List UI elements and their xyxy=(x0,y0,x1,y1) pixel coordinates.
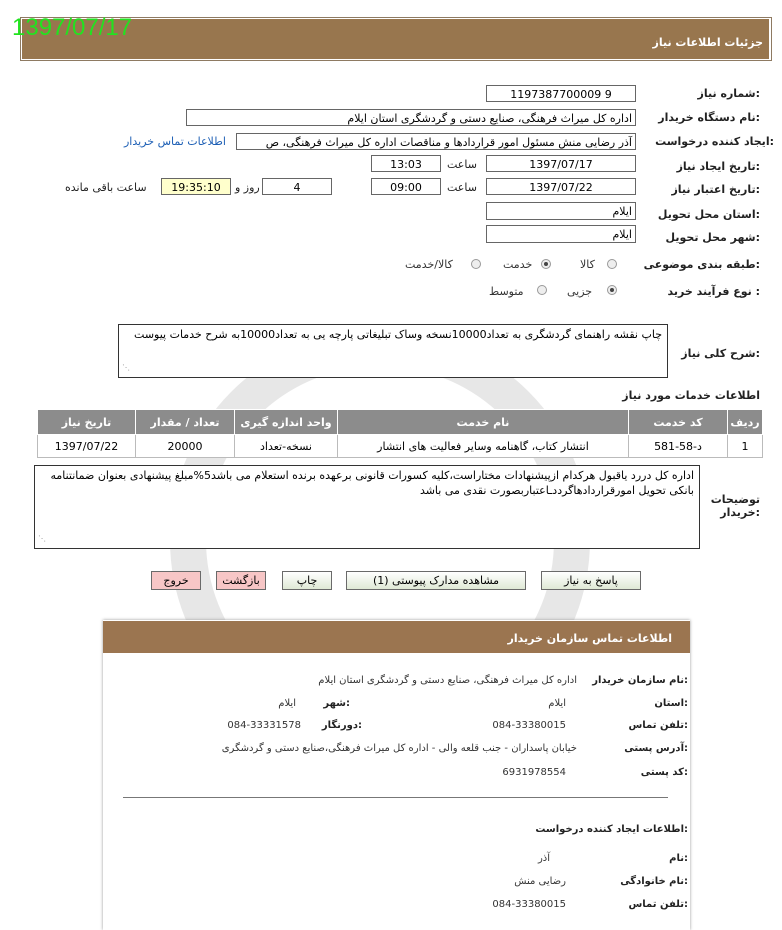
buyer-contact-link[interactable]: اطلاعات تماس خریدار xyxy=(124,135,226,148)
print-button[interactable]: چاپ xyxy=(282,571,332,590)
col-date: تاریخ نیاز xyxy=(38,410,136,435)
creator-name-label: نام: xyxy=(669,853,688,864)
buyer-notes-textarea[interactable] xyxy=(34,465,700,549)
validity-time-label: ساعت xyxy=(447,181,477,194)
created-date-label: تاریخ ایجاد نیاز: xyxy=(676,160,760,173)
created-date-field[interactable]: 1397/07/17 xyxy=(486,155,636,172)
purchase-radio-minor[interactable] xyxy=(607,285,617,295)
col-qty: تعداد / مقدار xyxy=(136,410,235,435)
creator-section-title: اطلاعات ایجاد کننده درخواست: xyxy=(535,824,688,835)
validity-date-label: تاریخ اعتبار نیاز: xyxy=(671,183,760,196)
buyer-org-label: نام دستگاه خریدار: xyxy=(658,111,760,124)
address-card-value: خیابان پاسداران - جنب قلعه والی - اداره کل میراث فرهنگی،صنایع دستی و گردشگری xyxy=(221,743,577,754)
col-name: نام خدمت xyxy=(338,410,629,435)
category-option-service: خدمت xyxy=(503,258,533,271)
page-title: جزئیات اطلاعات نیاز xyxy=(652,36,763,49)
services-title: اطلاعات خدمات مورد نیاز xyxy=(622,389,760,402)
cell-code: د-58-581 xyxy=(629,435,728,458)
stamp-date: 1397/07/17 xyxy=(12,14,133,41)
creator-name-value: آذر xyxy=(537,853,550,864)
creator-phone-value: 084-33380015 xyxy=(492,899,566,910)
purchase-option-medium: متوسط xyxy=(489,285,524,298)
purchase-type-label: نوع فرآیند خرید : xyxy=(667,285,760,298)
address-card-label: آدرس پستی: xyxy=(624,743,688,754)
cell-qty: 20000 xyxy=(136,435,235,458)
days-label: روز و xyxy=(235,181,260,194)
creator-family-label: نام خانوادگی: xyxy=(620,876,688,887)
col-row: ردیف xyxy=(728,410,763,435)
category-label: طبقه بندی موضوعی: xyxy=(643,258,760,271)
validity-date-field[interactable]: 1397/07/22 xyxy=(486,178,636,195)
contact-card-title: اطلاعات تماس سازمان خریدار xyxy=(507,632,672,645)
back-button[interactable]: بازگشت xyxy=(216,571,266,590)
province-field[interactable]: ایلام xyxy=(486,202,636,220)
created-time-field[interactable]: 13:03 xyxy=(371,155,441,172)
attachments-button[interactable]: مشاهده مدارک پیوستی (1) xyxy=(346,571,526,590)
fax-card-value: 084-33331578 xyxy=(227,720,301,731)
buyer-notes-label: توضیحات خریدار: xyxy=(710,493,760,519)
col-code: کد خدمت xyxy=(629,410,728,435)
category-option-both: کالا/خدمت xyxy=(405,258,453,271)
respond-button[interactable]: پاسخ به نیاز xyxy=(541,571,641,590)
cell-row: 1 xyxy=(728,435,763,458)
city-card-value: ایلام xyxy=(278,698,296,709)
city-label: شهر محل تحویل: xyxy=(665,231,760,244)
summary-textarea[interactable] xyxy=(118,324,668,378)
org-name-label: نام سازمان خریدار: xyxy=(592,675,688,686)
creator-family-value: رضایی منش xyxy=(514,876,566,887)
category-radio-both[interactable] xyxy=(471,259,481,269)
validity-time-field[interactable]: 09:00 xyxy=(371,178,441,195)
days-field[interactable]: 4 xyxy=(262,178,332,195)
need-number-field[interactable]: 1197387700009 9 xyxy=(486,85,636,102)
resize-grip-icon[interactable]: ⋰ xyxy=(122,363,130,372)
category-radio-goods[interactable] xyxy=(607,259,617,269)
province-card-value: ایلام xyxy=(548,698,566,709)
province-label: استان محل تحویل: xyxy=(657,208,760,221)
purchase-option-minor: جزیی xyxy=(567,285,593,298)
requester-field[interactable]: آذر رضایی منش مسئول امور قراردادها و مناقصات اداره کل میراث فرهنگی، ص xyxy=(236,133,636,150)
creator-phone-label: تلفن تماس: xyxy=(628,899,688,910)
postal-card-value: 6931978554 xyxy=(502,767,566,778)
summary-label: شرح کلی نیاز: xyxy=(681,347,760,360)
contact-card xyxy=(103,620,690,930)
remaining-time-label: ساعت باقی مانده xyxy=(65,181,147,194)
category-option-goods: کالا xyxy=(580,258,595,271)
summary-text: چاپ نقشه راهنمای گردشگری به تعداد10000نسخه وساک تبلیغاتی پارچه یی به تعداد10000به شرح خدمات پیوست xyxy=(134,328,662,341)
remaining-time-field: 19:35:10 xyxy=(161,178,231,195)
col-unit: واحد اندازه گیری xyxy=(235,410,338,435)
buyer-notes-text: اداره کل دررد یاقبول هرکدام ازپیشنهادات مختاراست،کلیه کسورات قانونی برعهده برنده استعلام می باشد5%مبلغ پیشنهادی بعنوان ضمانتنامه بانکی تحویل امورقراردادهاگرددـاعتباربصورت نقدی می باشد xyxy=(50,469,694,497)
purchase-radio-medium[interactable] xyxy=(537,285,547,295)
fax-card-label: دورنگار: xyxy=(321,720,362,731)
province-card-label: استان: xyxy=(654,698,688,709)
buyer-org-field[interactable]: اداره کل میراث فرهنگی، صنایع دستی و گردشگری استان ایلام xyxy=(186,109,636,126)
exit-button[interactable]: خروج xyxy=(151,571,201,590)
cell-unit: نسخه-تعداد xyxy=(235,435,338,458)
resize-grip-icon[interactable]: ⋰ xyxy=(38,534,46,543)
cell-name: انتشار کتاب، گاهنامه وسایر فعالیت های انتشار xyxy=(338,435,629,458)
phone-card-label: تلفن تماس: xyxy=(628,720,688,731)
services-header-row xyxy=(38,410,763,435)
city-field[interactable]: ایلام xyxy=(486,225,636,243)
org-name-value: اداره کل میراث فرهنگی، صنایع دستی و گردشگری استان ایلام xyxy=(318,675,577,686)
table-row xyxy=(38,435,763,458)
postal-card-label: کد پستی: xyxy=(640,767,688,778)
cell-date: 1397/07/22 xyxy=(38,435,136,458)
category-radio-service[interactable] xyxy=(541,259,551,269)
requester-label: ایجاد کننده درخواست: xyxy=(655,135,774,148)
divider xyxy=(123,797,668,798)
created-time-label: ساعت xyxy=(447,158,477,171)
city-card-label: شهر: xyxy=(323,698,350,709)
need-number-label: شماره نیاز: xyxy=(697,87,760,100)
phone-card-value: 084-33380015 xyxy=(492,720,566,731)
services-table xyxy=(37,409,763,458)
